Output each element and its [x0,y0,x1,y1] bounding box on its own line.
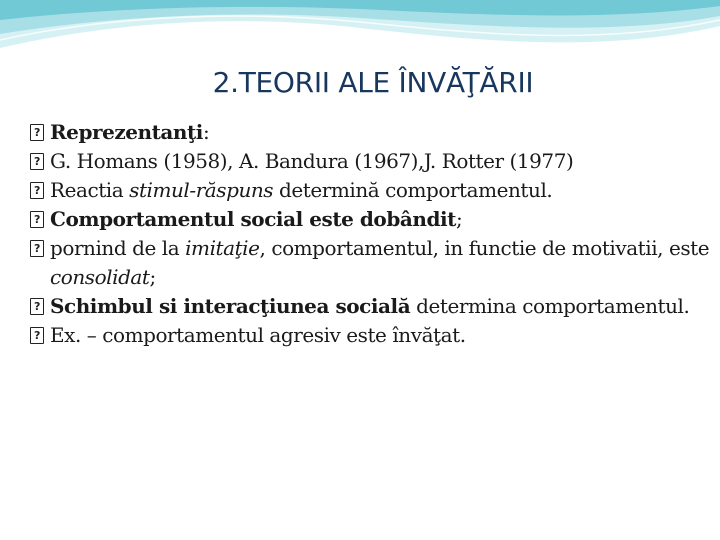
missing-glyph-box-icon [30,327,44,344]
bullet-text-segment: determină comportamentul. [273,178,553,202]
missing-glyph-box-icon [30,153,44,170]
bullet-text-segment: G. Homans (1958), A. Bandura (1967),J. Rotter (1977) [50,149,574,173]
bullet-item [30,234,710,292]
missing-glyph-box-icon [30,298,44,315]
missing-glyph-box-icon [30,124,44,141]
bullet-text-segment: Schimbul si interacţiunea socială [50,294,411,318]
bullet-text-segment: ; [455,207,463,231]
bullet-text-segment: Comportamentul social este dobândit [50,207,456,231]
bullet-item [30,205,710,234]
bullet-list [30,118,710,350]
bullet-item [30,176,710,205]
bullet-text-segment: imitaţie [185,236,260,260]
bullet-text-segment: Reactia [50,178,130,202]
bullet-item [30,292,710,321]
bullet-text-segment: consolidat [50,265,150,289]
bullet-text-segment: stimul-răspuns [129,178,274,202]
bullet-text-segment: Reprezentanţi [50,120,203,144]
bullet-text-segment: pornind de la [50,236,186,260]
bullet-text-segment: ; [149,265,156,289]
bullet-text-segment: determina comportamentul. [410,294,690,318]
bullet-item [30,321,710,350]
bullet-item [30,118,710,147]
missing-glyph-box-icon [30,211,44,228]
bullet-item [30,147,710,176]
bullet-text-segment: , comportamentul, in functie de motivatii, este [259,236,710,260]
slide-title: 2.TEORII ALE ÎNVĂŢĂRII [212,66,534,99]
bullet-text-segment: Ex. – comportamentul agresiv este învăţat. [50,323,466,347]
missing-glyph-box-icon [30,182,44,199]
bullet-text-segment: : [202,120,210,144]
missing-glyph-box-icon [30,240,44,257]
